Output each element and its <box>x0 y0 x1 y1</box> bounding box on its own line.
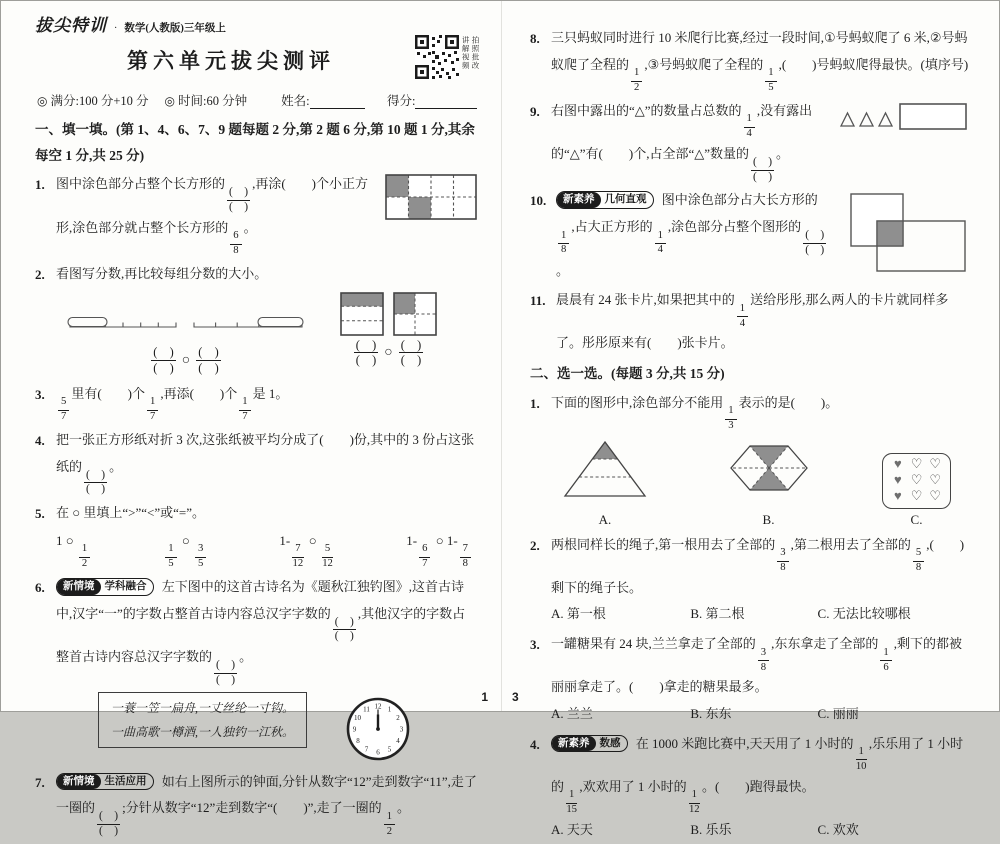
svg-text:8: 8 <box>356 736 360 745</box>
page-footer <box>1 690 999 704</box>
option-a-figure <box>555 437 655 529</box>
svg-text:3: 3 <box>399 725 404 734</box>
question-number: 9. <box>530 103 540 119</box>
svg-text:5: 5 <box>387 745 392 754</box>
option-a: A. 天天 <box>551 821 593 837</box>
score-label: 得分: <box>386 94 416 108</box>
question-10 <box>530 187 969 284</box>
svg-text:4: 4 <box>396 736 400 745</box>
title-row <box>35 33 480 87</box>
question-number: 2. <box>530 537 540 553</box>
qr-code-icon <box>415 35 459 79</box>
question-number: 5. <box>35 506 45 522</box>
heart-outline-icon: ♡ <box>929 455 941 471</box>
q2-strip-figure <box>66 308 306 376</box>
question-9 <box>530 98 969 185</box>
question-text: 右图中露出的“△”的数量占总数的 $\frac{1}{4}$ ,没有露出的“△”有( )个,占全部“△”数量的 $\frac{( )}{( )}$ 。 <box>551 102 813 183</box>
comparison-item: 1 ○ $\frac{1}{2}$ <box>56 527 92 571</box>
time-label: ◎ 时间:60 分钟 <box>164 94 248 108</box>
question-11 <box>530 287 969 357</box>
score-blank-line <box>415 97 477 109</box>
comparison-item: 1- $\frac{6}{7}$ ○ 1- $\frac{7}{8}$ <box>406 527 473 571</box>
option-a: A. 兰兰 <box>551 705 593 721</box>
question-number: 4. <box>35 432 45 448</box>
option-b-figure <box>719 437 819 529</box>
page-number-right: 3 <box>512 690 519 704</box>
question-1 <box>35 171 477 258</box>
question-2 <box>35 261 477 378</box>
question-4 <box>35 427 477 497</box>
q1-grid-figure <box>385 174 477 220</box>
question-text: 两根同样长的绳子,第一根用去了全部的 $\frac{3}{8}$ ,第二根用去了全部的 $\frac{5}{8}$ ,( )剩下的绳子长。 <box>551 536 965 595</box>
hexagon-figure <box>719 437 819 499</box>
question-number: 7. <box>35 774 45 790</box>
life-application-badge: 新情境 生活应用 <box>56 773 154 791</box>
name-label: 姓名: <box>281 94 310 108</box>
question-number: 11. <box>530 293 546 309</box>
q2-square-figure <box>340 292 437 369</box>
svg-text:9: 9 <box>352 725 357 734</box>
question-text: 下面的图形中,涂色部分不能用 $\frac{1}{3}$ 表示的是( )。 <box>551 394 839 432</box>
options-row <box>551 817 969 844</box>
q5-comparison-items <box>56 527 477 571</box>
choice-question-3 <box>530 631 969 727</box>
full-score-label: ◎ 满分:100 分+10 分 <box>37 94 149 108</box>
question-3 <box>35 381 477 424</box>
section1-heading: 一、填一填。(第 1、4、6、7、9 题每题 2 分,第 2 题 6 分,第 10 题 1 分,其余每空 1 分,共 25 分) <box>35 122 475 163</box>
q2-comparison-1: $\frac{( )}{( )}$ ○ $\frac{( )}{( )}$ <box>153 345 219 375</box>
svg-text:10: 10 <box>354 713 362 722</box>
svg-text:12: 12 <box>374 702 382 711</box>
option-c-label: C. <box>910 511 923 527</box>
question-text: 三只蚂蚁同时进行 10 米爬行比赛,经过一段时间,①号蚂蚁爬了 6 米,②号蚂蚁爬了全程的 $\frac{1}{2}$ ,③号蚂蚁爬了全程的 $\frac{1}{5}$ ,( )号蚂蚁爬得最快。(填序号) <box>551 30 969 94</box>
option-c-figure <box>882 453 951 529</box>
question-text: 把一张正方形纸对折 3 次,这张纸被平均分成了( )份,其中的 3 份占这张纸的 $\frac{( )}{( )}$ 。 <box>56 431 475 496</box>
option-b: B. 东东 <box>690 705 732 721</box>
option-c: C. 丽丽 <box>817 705 859 721</box>
square-thirds-figure <box>340 292 384 336</box>
triangle-figure <box>555 437 655 499</box>
question-number: 6. <box>35 579 45 595</box>
page-right <box>501 1 999 837</box>
q10-overlap-figure <box>843 190 969 278</box>
q2-comparison-2: $\frac{( )}{( )}$ ○ $\frac{( )}{( )}$ <box>355 337 422 368</box>
heart-filled-icon: ♥ <box>894 455 902 471</box>
question-number: 1. <box>35 177 45 193</box>
question-number: 3. <box>530 637 540 653</box>
choice-figures <box>551 433 969 529</box>
question-number: 1. <box>530 395 540 411</box>
comparison-item: $\frac{1}{5}$ ○ $\frac{3}{5}$ <box>163 527 208 571</box>
question-number: 8. <box>530 31 540 46</box>
heart-outline-icon: ♡ <box>929 472 941 487</box>
heart-outline-icon: ♡ <box>910 488 923 504</box>
options-row <box>551 701 969 728</box>
square-quarters-figure <box>393 292 437 336</box>
question-text: 左下图中的这首古诗名为《题秋江独钓图》,这首古诗中,汉字“一”的字数占整首古诗内容总汉字字数的 $\frac{( )}{( )}$ ,其他汉字的字数占整首古诗内容总汉字字数的 $\frac{( )}{( )}$ 。 <box>56 578 466 686</box>
question-8 <box>530 25 969 95</box>
poem-line: 一蓑一笠一扁舟,一丈丝纶一寸钩。 <box>111 700 295 715</box>
geometry-badge: 新素养 几何直观 <box>556 191 654 209</box>
option-b-label: B. <box>762 511 775 527</box>
question-text: 晨晨有 24 张卡片,如果把其中的 $\frac{1}{4}$ 送给彤彤,那么两人的卡片就同样多了。彤彤原来有( )张卡片。 <box>556 292 949 351</box>
brand-subtitle: 数学(人教版)三年级上 <box>124 23 226 34</box>
question-5 <box>35 500 477 571</box>
heart-outline-icon: ♡ <box>910 455 923 471</box>
option-b: B. 乐乐 <box>690 821 732 837</box>
question-text: 图中涂色部分占大长方形的 $\frac{1}{8}$ ,占大正方形的 $\frac{1}{4}$ ,涂色部分占整个图形的 $\frac{( )}{( )}$ 。 <box>556 192 825 278</box>
question-text: 看图写分数,再比较每组分数的大小。 <box>56 265 268 281</box>
new-context-badge: 新情境 学科融合 <box>56 578 154 596</box>
svg-text:2: 2 <box>396 713 400 722</box>
qr-caption-video: 讲解视频 <box>461 36 471 70</box>
option-c: C. 无法比较哪根 <box>817 606 911 622</box>
question-text: 图中涂色部分占整个长方形的 $\frac{( )}{( )}$ ,再涂( )个小正方形,涂色部分就占整个长方形的 $\frac{6}{8}$ 。 <box>56 176 368 257</box>
options-row <box>551 601 969 628</box>
heart-filled-icon: ♥ <box>894 488 902 504</box>
question-6 <box>35 574 477 766</box>
question-number: 3. <box>35 386 45 402</box>
question-7 <box>35 769 477 839</box>
comparison-item: 1- $\frac{7}{12}$ ○ $\frac{5}{12}$ <box>279 532 333 570</box>
svg-text:6: 6 <box>376 748 380 757</box>
section2-heading: 二、选一选。(每题 3 分,共 15 分) <box>530 366 725 382</box>
brand-row <box>35 11 477 33</box>
hearts-figure <box>882 453 951 509</box>
svg-text:1: 1 <box>387 705 392 714</box>
bullet-icon: ◎ <box>164 94 175 108</box>
question-number: 2. <box>35 266 45 282</box>
meta-row <box>37 91 477 109</box>
bullet-icon: ◎ <box>37 94 48 108</box>
option-c: C. 欢欢 <box>817 821 859 837</box>
heart-outline-icon: ♡ <box>929 488 941 504</box>
heart-filled-icon: ♥ <box>894 472 902 487</box>
option-b: B. 第二根 <box>690 606 745 622</box>
q2-figures <box>66 292 477 376</box>
svg-text:7: 7 <box>364 745 369 754</box>
qr-caption-photo: 拍照批改 <box>471 36 480 70</box>
q9-triangles-figure <box>834 101 969 133</box>
brand-separator: · <box>114 23 118 34</box>
option-a: A. 第一根 <box>551 606 606 622</box>
page-number-left: 1 <box>481 690 488 704</box>
option-a-label: A. <box>598 511 612 527</box>
name-blank-line <box>310 97 365 109</box>
choice-question-1 <box>530 390 969 529</box>
qr-block <box>415 35 479 79</box>
question-text: 如右上图所示的钟面,分针从数字“12”走到数字“11”,走了一圈的 $\frac{( )}{( )}$ ;分针从数字“12”走到数字“( )”,走了一圈的 $\frac{1}{2}$ 。 <box>56 773 477 837</box>
brand-logo: 拔尖特训 <box>35 16 107 35</box>
heart-outline-icon: ♡ <box>910 472 923 487</box>
number-sense-badge: 新素养 数感 <box>551 735 628 753</box>
choice-question-2 <box>530 532 969 628</box>
question-text: 在 1000 米跑比赛中,天天用了 1 小时的 $\frac{1}{10}$ ,乐乐用了 1 小时的 $\frac{1}{15}$ ,欢欢用了 1 小时的 $\frac{1}{12}$ 。( )跑得最快。 <box>551 735 964 816</box>
question-text: 一罐糖果有 24 块,兰兰拿走了全部的 $\frac{3}{8}$ ,东东拿走了全部的 $\frac{1}{6}$ ,剩下的都被丽丽拿走了。( )拿走的糖果最多。 <box>551 636 962 695</box>
poem-line: 一曲高歌一樽酒,一人独钓一江秋。 <box>111 724 295 739</box>
question-number: 10. <box>530 193 547 209</box>
question-text: 在 ○ 里填上“>”“<”或“=”。 <box>56 505 205 521</box>
question-text: $\frac{5}{7}$ 里有( )个 $\frac{1}{7}$ ,再添( )个 $\frac{1}{7}$ 是 1。 <box>56 386 288 401</box>
svg-text:11: 11 <box>363 705 370 714</box>
page-title: 第六单元拔尖测评 <box>127 49 335 73</box>
question-number: 4. <box>530 736 540 752</box>
choice-question-4 <box>530 731 969 844</box>
page-left <box>1 1 501 837</box>
paper-strips-figure <box>66 308 306 334</box>
